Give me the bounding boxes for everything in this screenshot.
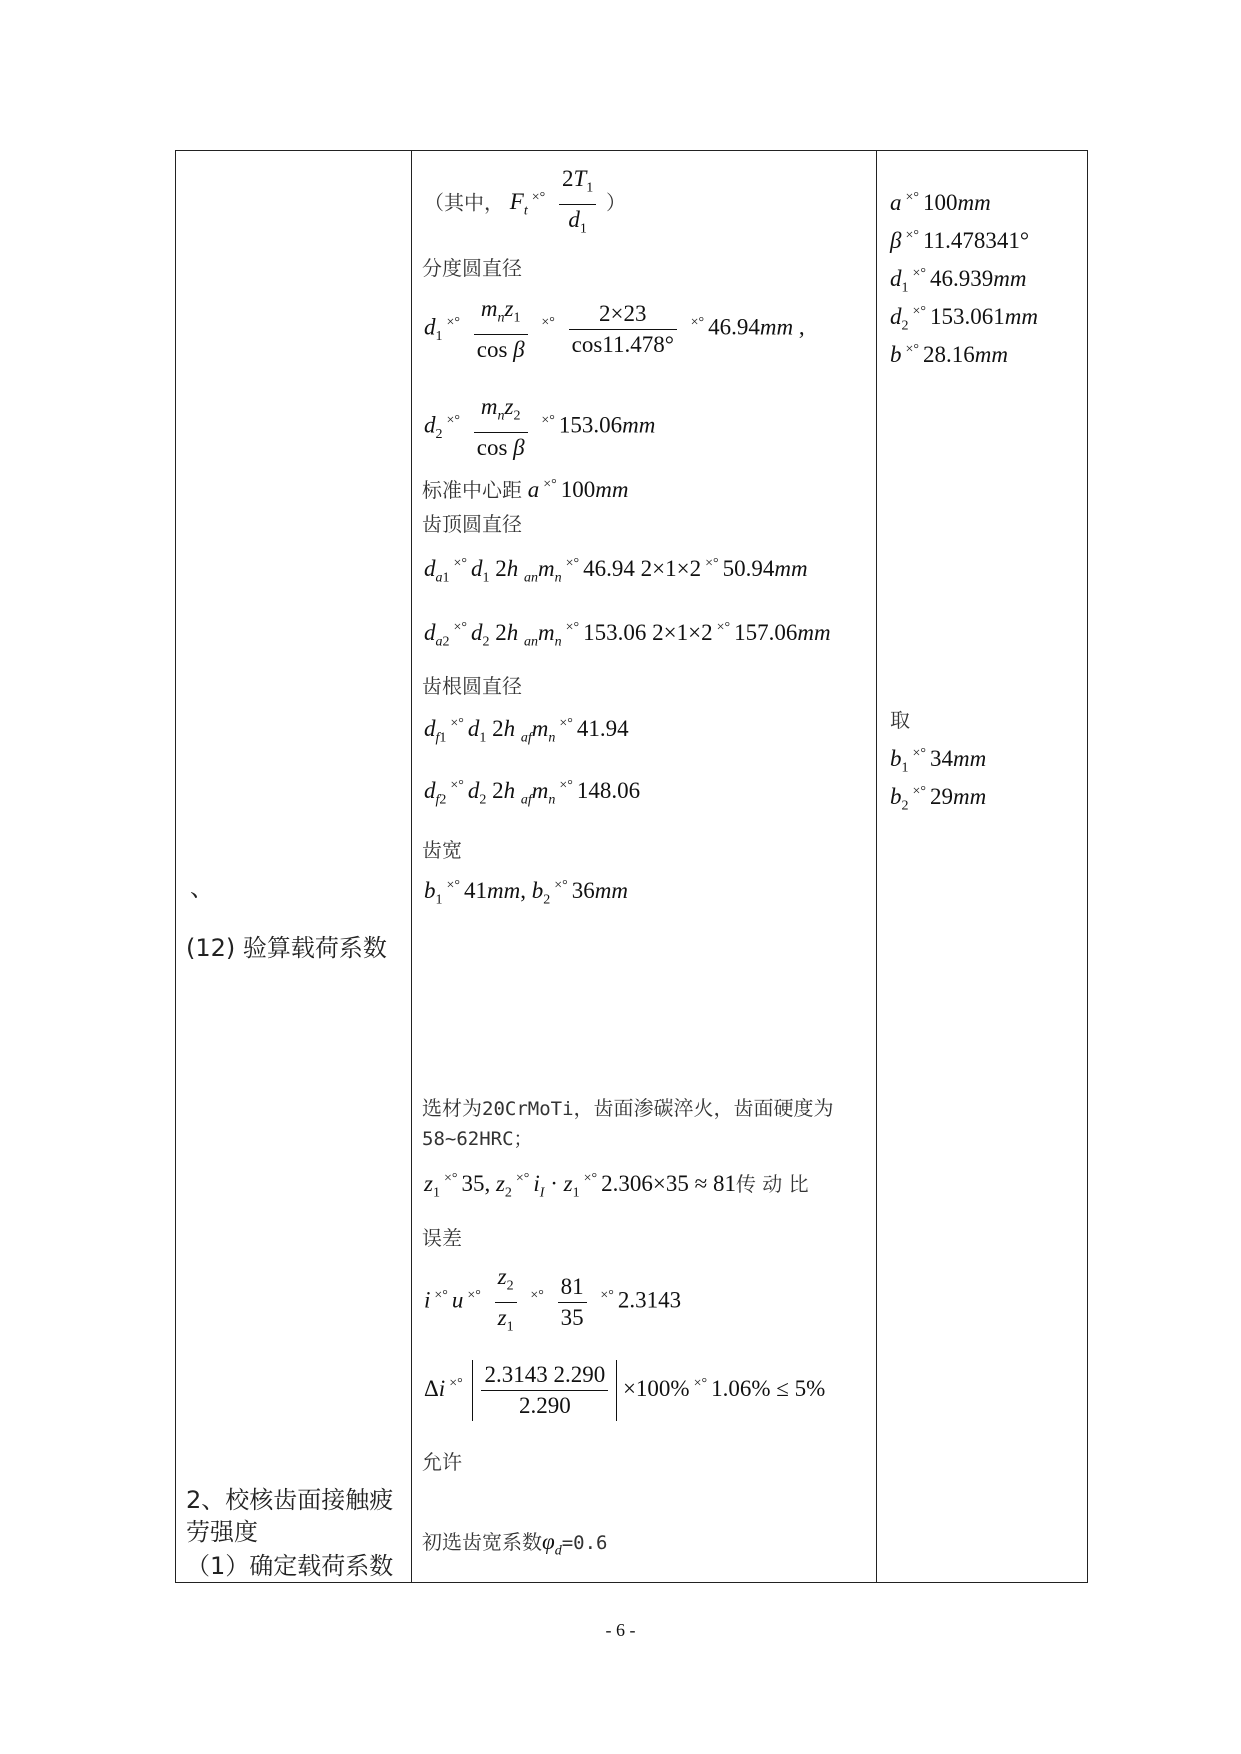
item-12-label: (12) 验算载荷系数 [186,934,387,962]
addendum-title: 齿顶圆直径 [422,512,522,536]
material-line-2: 58~62HRC； [422,1128,533,1150]
ratio-error-formula: Δi ×° $\frac{2.3143 2.290}{2.290}$ ×100% ×° 1.06% ≤ 5% [424,1360,825,1421]
material-line-1: 选材为20CrMoTi，齿面渗碳淬火，齿面硬度为 [422,1096,834,1120]
take-label: 取 [890,708,910,732]
column-divider-2 [876,151,877,1582]
section-2-title-line2: 劳强度 [186,1518,258,1546]
da1-formula: $d_{a1}\times^\circ$ $d_1$ 2h $_{an}m_n\times^\circ$ 46.94 2×1×2 ×° 50.94mm [424,556,808,586]
allow-label: 允许 [422,1450,462,1474]
center-distance: 标准中心距 a ×° 100mm [422,477,629,502]
result-b: b ×° 28.16mm [890,342,1008,367]
ft-note: （其中， $F_t\times^\circ$ $\frac{2T_1}{d_1}$ ） [424,166,626,237]
page-number: - 6 - [605,1620,636,1640]
width-coefficient: 初选齿宽系数$\varphi_d=0.6$ [422,1529,608,1559]
d1-formula: $d_1\times^\circ$ $\frac{m_nz_1}{\text{cos β}}$ ×° $\frac{2\times 23}{\cos 11.478^\circ}$ ×° 46.94mm , [424,296,805,362]
result-b2: $b_2\times^\circ$ 29mm [890,784,987,814]
da2-formula: $d_{a2}\times^\circ$ $d_2$ 2h $_{an}m_n\times^\circ$ 153.06 2×1×2 ×° 157.06mm [424,620,831,650]
dedendum-title: 齿根圆直径 [422,674,522,698]
ratio-formula: i ×° u ×° $\frac{z_2}{z_1}$ ×° $\frac{81}{35}$ ×° 2.3143 [424,1264,682,1335]
ratio-error-label: 误差 [422,1226,462,1250]
result-d1: $d_1\times^\circ$ 46.939mm [890,266,1027,296]
column-divider-1 [411,151,412,1582]
result-d2: $d_2\times^\circ$ 153.061mm [890,304,1038,334]
face-width-values: $b_1\times^\circ$ 41mm, $b_2\times^\circ$ 36mm [424,878,628,908]
result-beta: β ×° 11.478341° [890,228,1030,253]
section-2-title-line1: 2、校核齿面接触疲 [186,1486,394,1514]
pitch-diameter-title: 分度圆直径 [422,256,522,280]
teeth-count-formula: $z_1\times^\circ$ 35, $z_2\times^\circ$ $i_I \cdot z_1\times^\circ$ 2.306×35 ≈ 81传 动 比 [424,1171,809,1201]
mark: 、 [190,874,214,902]
result-a: a ×° 100mm [890,190,991,215]
face-width-title: 齿宽 [422,838,462,862]
df2-formula: $d_{f2}\times^\circ$ $d_2$ 2h $_{af}m_n\times^\circ$ 148.06 [424,778,641,808]
subsection-1-title: （1）确定载荷系数 [186,1552,394,1580]
result-b1: $b_1\times^\circ$ 34mm [890,746,987,776]
d2-formula: $d_2\times^\circ$ $\frac{m_nz_2}{\text{cos β}}$ ×° 153.06mm [424,394,656,460]
df1-formula: $d_{f1}\times^\circ$ $d_1$ 2h $_{af}m_n\times^\circ$ 41.94 [424,716,629,746]
